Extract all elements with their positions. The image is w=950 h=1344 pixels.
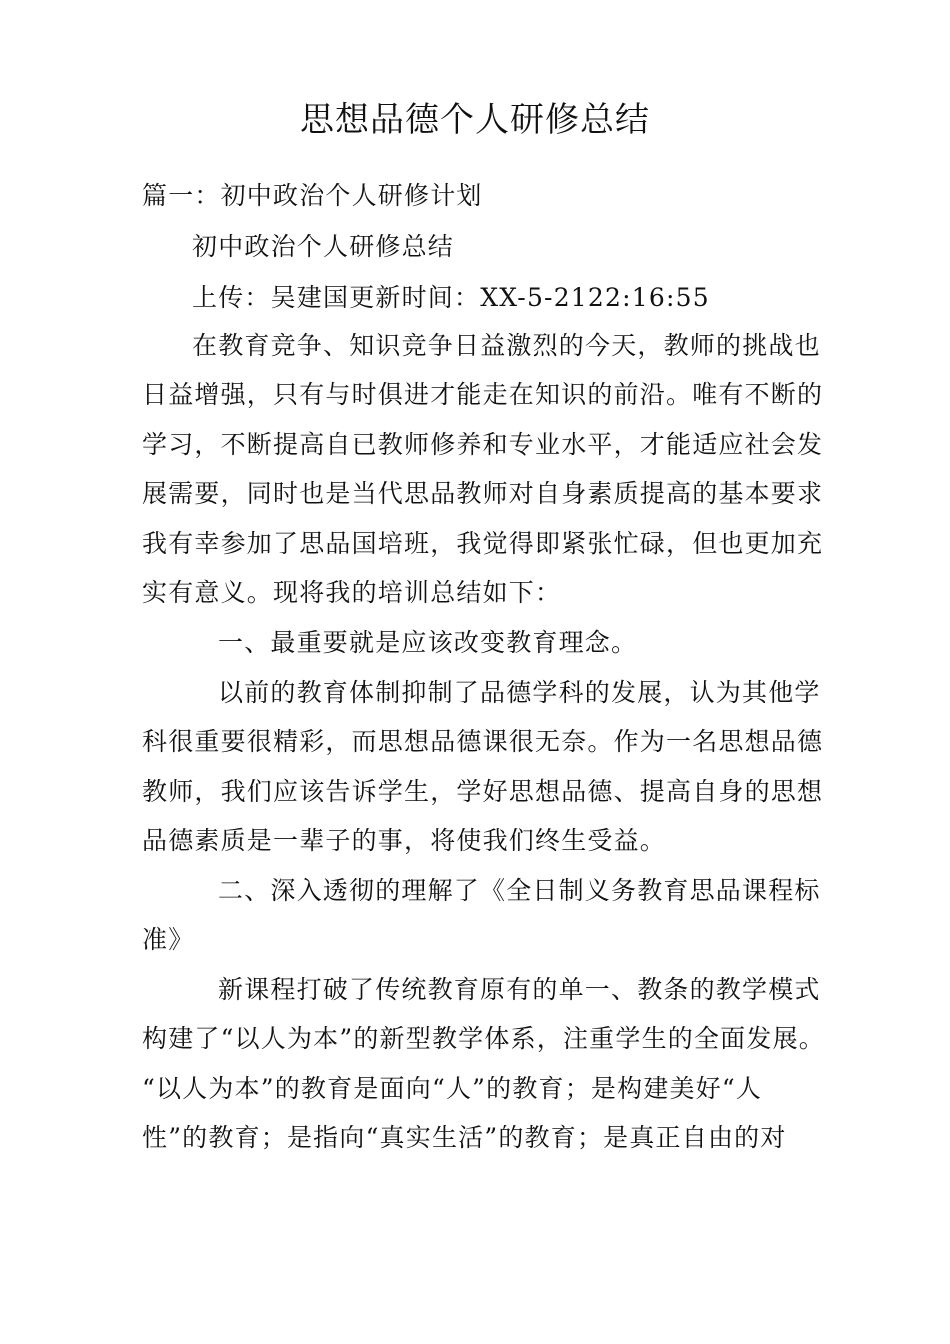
document-title: 思想品德个人研修总结 [300, 100, 650, 140]
section-heading: 篇一：初中政治个人研修计划 [142, 181, 483, 210]
body-line: 日益增强，只有与时俱进才能走在知识的前沿。唯有不断的 [142, 380, 824, 409]
body-line: 新课程打破了传统教育原有的单一、教条的教学模式 [218, 975, 821, 1004]
point-heading-1: 一、最重要就是应该改变教育理念。 [218, 628, 638, 657]
point-heading-2: 二、深入透彻的理解了《全日制义务教育思品课程标 [218, 876, 821, 905]
upload-info: 上传：吴建国更新时间：XX-5-2122:16:55 [192, 283, 710, 312]
body-line: 以前的教育体制抑制了品德学科的发展，认为其他学 [218, 678, 821, 707]
body-line: 学习，不断提高自已教师修养和专业水平，才能适应社会发 [142, 430, 824, 459]
body-line: 品德素质是一辈子的事，将使我们终生受益。 [142, 826, 667, 855]
body-line: 展需要，同时也是当代思品教师对自身素质提高的基本要求 [142, 479, 824, 508]
body-line: 性”的教育；是指向“真实生活”的教育；是真正自由的对 [142, 1123, 787, 1152]
body-line: 实有意义。现将我的培训总结如下： [142, 578, 562, 607]
body-line: 构建了“以人为本”的新型教学体系，注重学生的全面发展。 [142, 1024, 825, 1053]
body-line: 教师，我们应该告诉学生，学好思想品德、提高自身的思想 [142, 777, 824, 806]
body-line: 科很重要很精彩，而思想品德课很无奈。作为一名思想品德 [142, 727, 824, 756]
body-line: 准》 [142, 925, 195, 954]
body-line: 我有幸参加了思品国培班，我觉得即紧张忙碌，但也更加充 [142, 529, 824, 558]
body-line: 在教育竞争、知识竞争日益激烈的今天，教师的挑战也 [192, 331, 821, 360]
subheading: 初中政治个人研修总结 [192, 232, 455, 261]
body-line: “以人为本”的教育是面向“人”的教育；是构建美好“人 [142, 1074, 763, 1103]
